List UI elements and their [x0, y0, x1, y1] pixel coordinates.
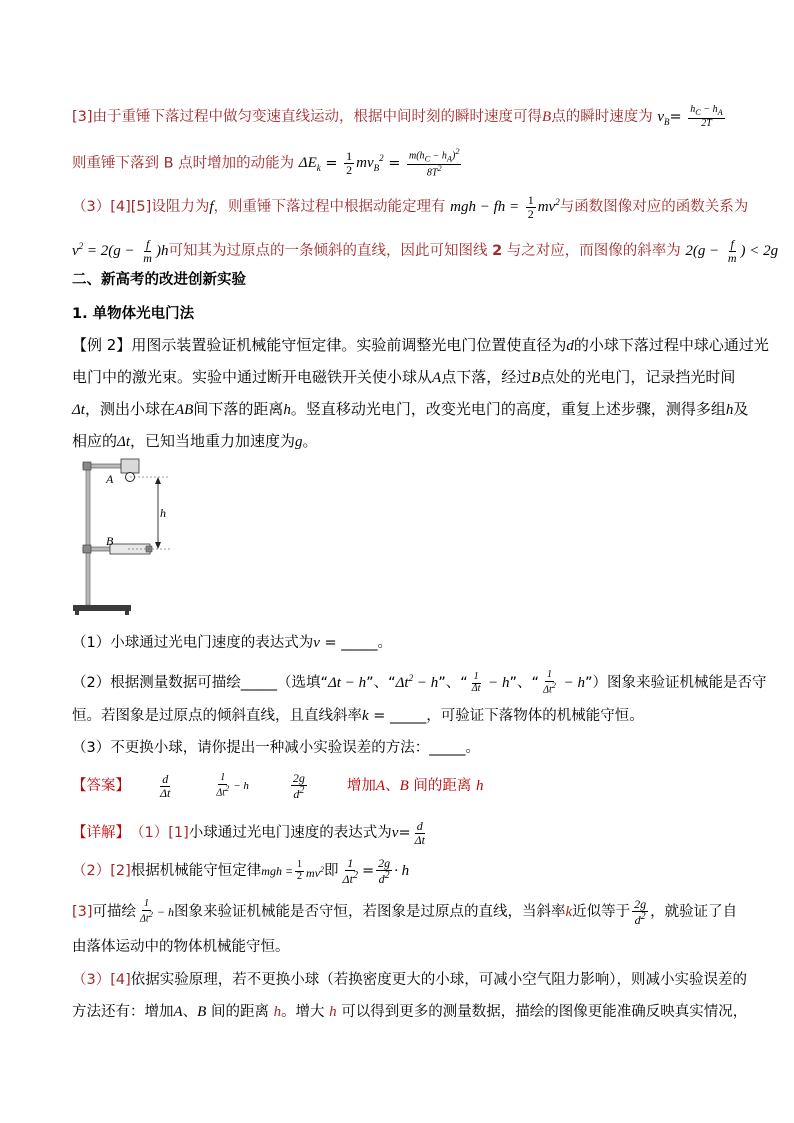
question-2-line-2: 恒。若图象是过原点的倾斜直线，且直线斜率k = _____，可验证下落物体的机械能守恒。: [72, 708, 644, 724]
answer-label: 【答案】: [72, 778, 130, 794]
solution-line-3: [3]由于重锤下落过程中做匀变速直线运动，根据中间时刻的瞬时速度可得B点的瞬时速度为 $v_B=$ $\frac{h_C - h_A}{2T}$: [72, 104, 723, 129]
question-2-line-1: （2）根据测量数据可描绘_____（选填“Δt − h”、“$\Delta t^2 - h$”、“ $\frac{1}{\Delta t}$ − h”、“ $\frac{1}{\Delta t^2}$ − h”）图象来验证机械能是否守: [72, 669, 767, 696]
solution-line-3-part: （3）[4][5]设阻力为f，则重锤下落过程中根据动能定理有 mgh − fh = $\frac{1}{2}$ $mv^2$与函数图像对应的函数关系为: [72, 192, 749, 221]
section-title: 二、新高考的改进创新实验: [72, 272, 246, 288]
tag-3: [3]: [72, 109, 93, 126]
question-3: （3）不更换小球，请你提出一种减小实验误差的方法：_____。: [72, 740, 480, 756]
example-line-4: 相应的Δt，已知当地重力加速度为g。: [72, 432, 318, 450]
base: [73, 605, 131, 611]
example-line-2: 电门中的激光束。实验中通过断开电磁铁开关使小球从A点下落，经过B点处的光电门，记录挡光时间: [72, 368, 736, 386]
detail-3-line-2: 由落体运动中的物体机械能守恒。: [72, 939, 290, 955]
question-1: （1）小球通过光电门速度的表达式为v = _____。: [72, 635, 393, 651]
example-line-3: Δt，测出小球在AB间下落的距离h。竖直移动光电门，改变光电门的高度，重复上述步骤，测得多组h及: [72, 400, 749, 418]
solution-line-4: $v^2 = 2(g$ − $\frac{f}{m}$ )h可知其为过原点的一条倾斜的直线，因此可知图线 2 与之对应，而图像的斜率为 2(g − $\frac{f}{m}$ ) < 2g: [72, 236, 779, 265]
answer-4: 增加A、B 间的距离 h: [346, 778, 484, 794]
label-b: B: [106, 534, 114, 548]
solution-line-ek: 则重锤下落到 B 点时增加的动能为 $\Delta E_k$ = $\frac{1}{2}$ $mv_B^2$ = $\frac{m(h_C - h_A)^2}{8T^2}$: [72, 147, 460, 179]
answer-2: $\frac{1}{\Delta t^2}$: [216, 772, 230, 799]
label-a: A: [106, 472, 114, 486]
answer-1: $\frac{d}{\Delta t}$: [160, 771, 171, 800]
base-foot-left: [75, 611, 79, 615]
label-h: h: [160, 506, 166, 520]
detail-3: [3] 可描绘 $\frac{1}{\Delta t^2}$ − h 图象来验证机械能是否守恒，若图象是过原点的直线，当斜率 k 近似等于 $\frac{2g}{d^2}$ ，就验证了自: [72, 896, 738, 927]
ek-fraction: $\frac{m(h_C - h_A)^2}{8T^2}$: [409, 147, 460, 179]
example-line-1: 【例 2】用图示装置验证机械能守恒定律。实验前调整光电门位置使直径为d的小球下落过程中球心通过光: [72, 336, 769, 354]
detail-4-line-2: 方法还有：增加A、B 间的距离 h。增大 h 可以得到更多的测量数据，描绘的图像更能准确反映真实情况，: [72, 1004, 748, 1020]
detail-1: 【详解】 （1） [1] 小球通过光电门速度的表达式为 v = $\frac{d}{\Delta t}$: [72, 818, 425, 847]
detail-4-line-1: （3）[4]依据实验原理，若不更换小球（若换密度更大的小球，可减小空气阻力影响），则减小实验误差的: [72, 972, 748, 988]
stand-pole: [86, 463, 90, 605]
apparatus-figure: [70, 455, 180, 620]
vb-fraction: $\frac{h_C - h_A}{2T}$: [690, 104, 723, 129]
detail-2: （2） [2] 根据机械能守恒定律 mgh = $\frac{1}{2}$ $mv^2$ 即 $\frac{1}{\Delta t^2}$ = $\frac{2g}{d^2}$ · h: [72, 855, 410, 886]
answer-row: 【答案】 $\frac{d}{\Delta t}$ $\frac{1}{\Delta t^2}$ − h $\frac{2g}{d^2}$ 增加A、B 间的距离 h: [72, 770, 484, 801]
base-foot-right: [125, 611, 129, 615]
subsection-title: 1. 单物体光电门法: [72, 306, 195, 322]
answer-3: $\frac{2g}{d^2}$: [292, 770, 305, 801]
electromagnet: [121, 459, 139, 473]
